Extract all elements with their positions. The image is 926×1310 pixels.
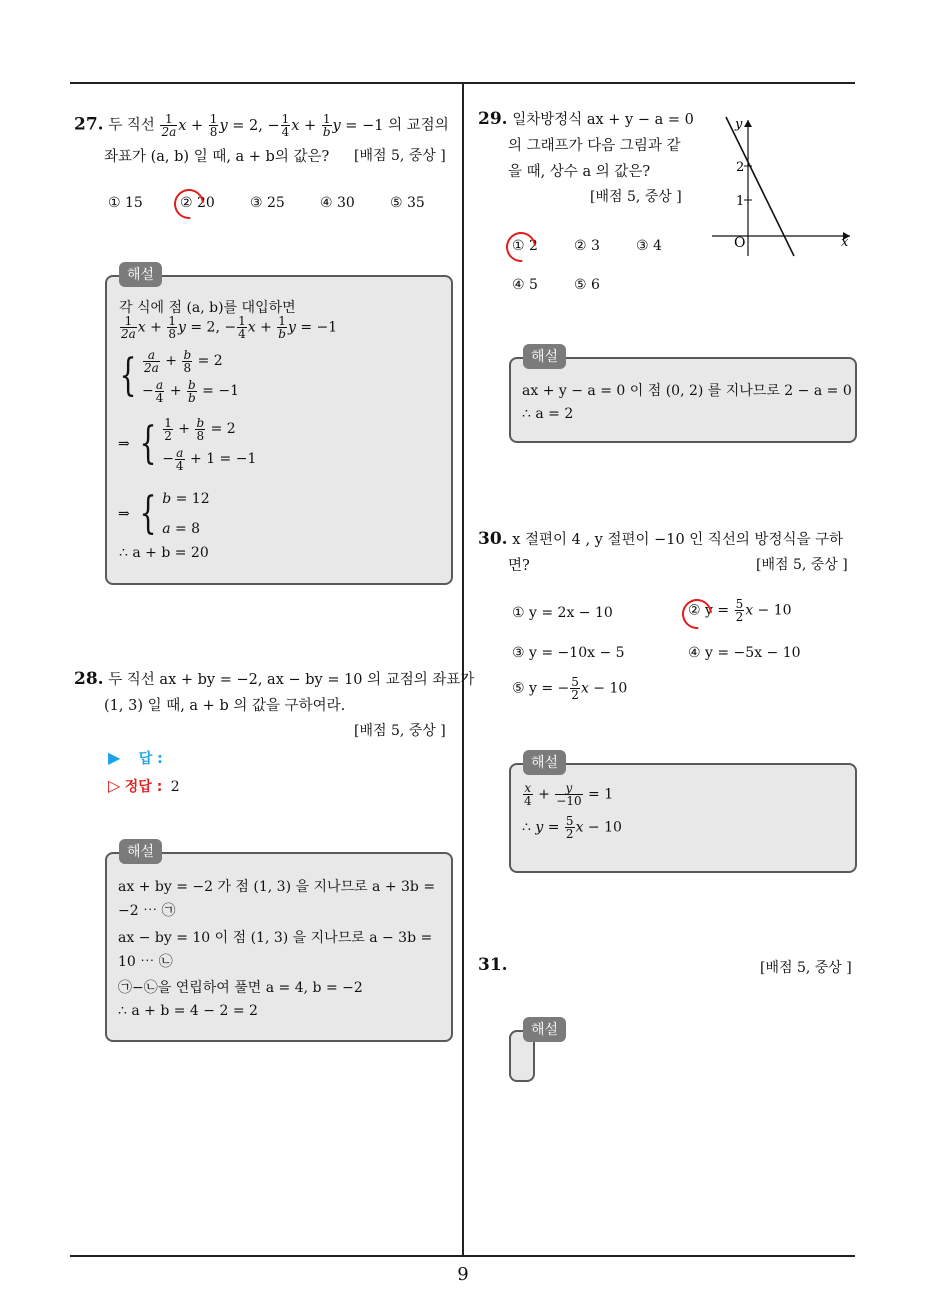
q27-explanation-tab: 해설 bbox=[119, 262, 162, 287]
q27-number: 27. bbox=[74, 114, 104, 135]
q28-text-line1: 두 직선 ax + by = −2, ax − by = 10 의 교점의 좌표가 bbox=[108, 672, 475, 688]
q28-answer-label: 답 : bbox=[138, 751, 163, 767]
q30-number: 30. bbox=[478, 529, 508, 549]
q27-option-2[interactable]: ② 20 bbox=[180, 195, 215, 211]
q30-option-5[interactable]: ⑤ y = − $\frac{5}{2}$ x − 10 bbox=[512, 675, 628, 702]
q28-correct-label: 정답 : bbox=[124, 779, 163, 795]
q30-option-4[interactable]: ④ y = −5x − 10 bbox=[688, 645, 801, 661]
q27-score: [배점 5, 중상 ] bbox=[354, 148, 446, 164]
play-arrow-icon: ▶ bbox=[108, 748, 121, 767]
q30-option-1[interactable]: ① y = 2x − 10 bbox=[512, 605, 613, 621]
q27-line2: 좌표가 (a, b) 일 때, a + b의 값은? bbox=[104, 149, 330, 165]
q28-line2: (1, 3) 일 때, a + b 의 값을 구하여라. bbox=[104, 698, 346, 714]
q30-expl-line1: $\frac{x}{4}$ + $\frac{y}{-10}$ = 1 bbox=[524, 781, 614, 808]
q28-expl-line5: ㉠−㉡을 연립하여 풀면 a = 4, b = −2 bbox=[118, 980, 363, 996]
q29-expl-line2: ∴ a = 2 bbox=[522, 406, 574, 422]
q31-score: [배점 5, 중상 ] bbox=[760, 960, 852, 976]
q27-text-pre: 두 직선 bbox=[108, 117, 155, 134]
y-axis-arrow bbox=[744, 120, 752, 127]
q27-text-post: 의 교점의 bbox=[388, 117, 449, 134]
q27-expl-system-3: ⇒ { b = 12 a = 8 bbox=[118, 488, 210, 539]
q31-explanation-tab: 해설 bbox=[523, 1017, 566, 1042]
q29-line2: 의 그래프가 다음 그림과 같 bbox=[508, 138, 681, 154]
page-number: 9 bbox=[457, 1264, 469, 1285]
bottom-rule bbox=[70, 1255, 855, 1257]
q28-correct-row bbox=[108, 776, 180, 796]
q27-expl-system-1: { $\frac{a}{2a}$ + $\frac{b}{8}$ = 2 − $\frac{a}{4}$ + $\frac{b}{b}$ = −1 bbox=[119, 347, 239, 405]
q27-option-1[interactable]: ① 15 bbox=[108, 195, 143, 211]
q30-option-2[interactable]: ② y = $\frac{5}{2}$ x − 10 bbox=[688, 597, 792, 624]
q28-expl-line2: −2 ⋯ ㉠ bbox=[118, 903, 176, 919]
q30-option-3[interactable]: ③ y = −10x − 5 bbox=[512, 645, 625, 661]
graph-tick1-label: 1 bbox=[736, 194, 745, 209]
q28-explanation-tab: 해설 bbox=[119, 839, 162, 864]
q29-option-4[interactable]: ④ 5 bbox=[512, 277, 538, 293]
q27-option-3[interactable]: ③ 25 bbox=[250, 195, 285, 211]
q27-expl-line1: 각 식에 점 (a, b)를 대입하면 bbox=[119, 300, 296, 316]
graph-origin-label: O bbox=[734, 235, 746, 251]
q28-score: [배점 5, 중상 ] bbox=[354, 723, 446, 739]
q30-line1 bbox=[478, 528, 843, 549]
q29-line-graph bbox=[700, 112, 860, 262]
q30-text-line1: x 절편이 4 , y 절편이 −10 인 직선의 방정식을 구하 bbox=[512, 532, 844, 548]
q28-line1 bbox=[74, 668, 474, 689]
q29-number: 29. bbox=[478, 109, 508, 129]
q27-equation: $\frac{1}{2a}$ x + $\frac{1}{8}$ y = 2, − $\frac{1}{4}$ x + $\frac{1}{b}$ y = −1 bbox=[161, 112, 389, 139]
q31-number: 31. bbox=[478, 955, 508, 975]
q28-expl-line4: 10 ⋯ ㉡ bbox=[118, 954, 173, 970]
q28-number: 28. bbox=[74, 669, 104, 689]
q28-correct-value: 2 bbox=[170, 779, 180, 795]
outline-arrow-icon: ▷ bbox=[108, 776, 121, 795]
q29-score: [배점 5, 중상 ] bbox=[590, 189, 682, 205]
q27-option-5[interactable]: ⑤ 35 bbox=[390, 195, 425, 211]
q29-line1 bbox=[478, 108, 694, 129]
q29-option-1[interactable]: ① 2 bbox=[512, 238, 538, 254]
q27-expl-eq-row: $\frac{1}{2a}$ x + $\frac{1}{8}$ y = 2, − $\frac{1}{4}$ x + $\frac{1}{b}$ y = −1 bbox=[121, 314, 338, 341]
q29-option-2[interactable]: ② 3 bbox=[574, 238, 600, 254]
q29-option-5[interactable]: ⑤ 6 bbox=[574, 277, 600, 293]
q27-option-4[interactable]: ④ 30 bbox=[320, 195, 355, 211]
q28-answer-row bbox=[108, 748, 163, 768]
q29-explanation-box bbox=[509, 357, 857, 443]
q28-expl-line3: ax − by = 10 이 점 (1, 3) 을 지나므로 a − 3b = bbox=[118, 930, 433, 946]
q30-score: [배점 5, 중상 ] bbox=[756, 557, 848, 573]
q27-line1 bbox=[74, 113, 449, 138]
q27-expl-conclusion: ∴ a + b = 20 bbox=[119, 545, 209, 561]
q29-expl-line1: ax + y − a = 0 이 점 (0, 2) 를 지나므로 2 − a = 0 bbox=[522, 383, 852, 399]
q30-line2: 면? bbox=[508, 558, 530, 574]
q30-explanation-tab: 해설 bbox=[523, 750, 566, 775]
q29-option-3[interactable]: ③ 4 bbox=[636, 238, 662, 254]
q29-explanation-tab: 해설 bbox=[523, 344, 566, 369]
q30-expl-line2: ∴ y = $\frac{5}{2}$ x − 10 bbox=[522, 814, 622, 841]
q27-answer-circle-mark bbox=[168, 183, 210, 225]
q31-line1 bbox=[478, 955, 508, 975]
graph-y-label: y bbox=[735, 117, 743, 132]
graph-x-label: x bbox=[841, 235, 849, 250]
q29-text-line1: 일차방정식 ax + y − a = 0 bbox=[512, 112, 694, 128]
q29-answer-circle-mark bbox=[500, 226, 542, 268]
q29-line3: 을 때, 상수 a 의 값은? bbox=[508, 164, 651, 180]
q27-expl-system-2: ⇒ { $\frac{1}{2}$ + $\frac{b}{8}$ = 2 − $\frac{a}{4}$ + 1 = −1 bbox=[118, 415, 257, 473]
q28-expl-line6: ∴ a + b = 4 − 2 = 2 bbox=[118, 1003, 258, 1019]
q28-expl-line1: ax + by = −2 가 점 (1, 3) 을 지나므로 a + 3b = bbox=[118, 879, 436, 895]
graph-tick2-label: 2 bbox=[736, 160, 745, 175]
